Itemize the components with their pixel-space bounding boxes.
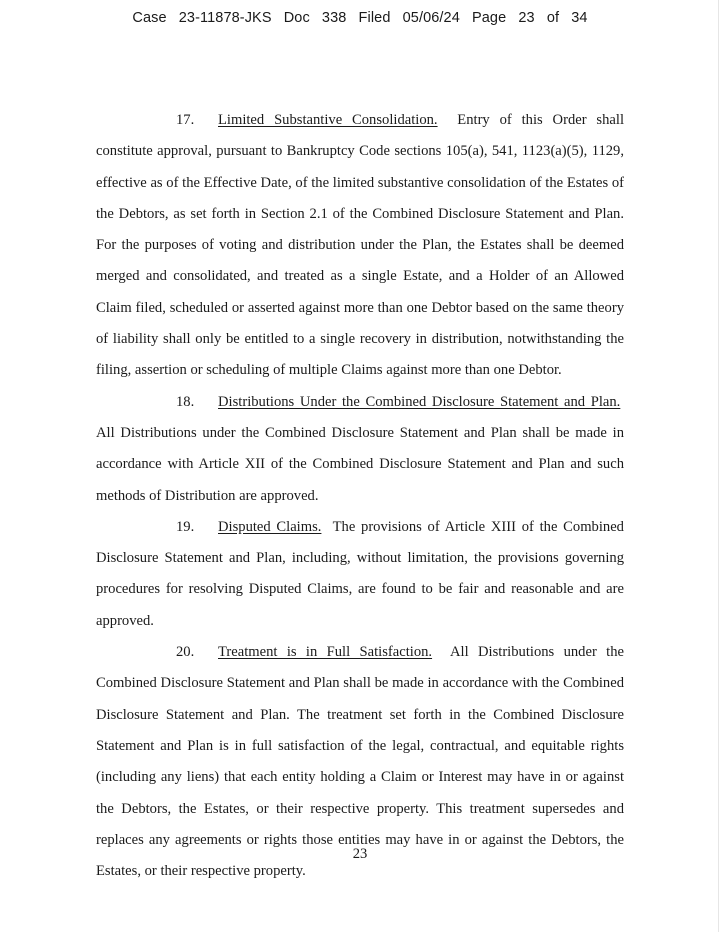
paragraph-number: 17.: [176, 112, 195, 128]
case-header: Case 23-11878-JKS Doc 338 Filed 05/06/24 Page 23 of 34: [132, 10, 588, 26]
paragraph-heading: Disputed Claims.: [218, 518, 322, 535]
paragraph-number: 18.: [176, 393, 195, 410]
page-number: 23: [352, 846, 368, 862]
paragraph-number: 20.: [176, 644, 195, 661]
paragraph-text: All Distributions under the Combined Disclosure Statement and Plan shall be made in accordance with Article XII of the Combined Disclosure Statement and Plan and such methods of Distribution are approved.: [96, 424, 624, 504]
paragraph-number: 19.: [176, 518, 195, 535]
paragraph-text: All Distributions under the Combined Disclosure Statement and Plan shall be made in accordance with the Combined Disclosure Statement and Plan. The treatment set forth in the Combined Disclosure Statement and Plan is in full satisfaction of the legal, contractual, and equitable rights (including any liens) that each entity holding a Claim or Interest may have in or against the Debtors, the Estates, or their respective property. This treatment supersedes and replaces any agreements or rights those entities may have in or against the Debtors, the Estates, or their respective property.: [96, 644, 624, 880]
paragraph-18: [96, 387, 624, 512]
paragraph-heading: Distributions Under the Combined Disclosure Statement and Plan.: [218, 393, 621, 410]
paragraph-text: Entry of this Order shall constitute approval, pursuant to Bankruptcy Code sections 105(a), 541, 1123(a)(5), 1129, effective as of the Effective Date, of the limited substantive consolidation of the Estates of the Debtors, as set forth in Section 2.1 of the Combined Disclosure Statement and Plan. For the purposes of voting and distribution under the Plan, the Estates shall be deemed merged and consolidated, and treated as a single Estate, and a Holder of an Allowed Claim filed, scheduled or asserted against more than one Debtor based on the same theory of liability shall only be entitled to a single recovery in distribution, notwithstanding the filing, assertion or scheduling of multiple Claims against more than one Debtor.: [96, 112, 624, 379]
paragraph-heading: Treatment is in Full Satisfaction.: [218, 644, 433, 661]
paragraph-19: [96, 512, 624, 637]
scan-edge: [718, 0, 719, 932]
paragraph-17: [96, 105, 624, 387]
paragraph-text: The provisions of Article XIII of the Combined Disclosure Statement and Plan, including, without limitation, the provisions governing procedures for resolving Disputed Claims, are found to be fair and reasonable and are approved.: [96, 518, 624, 629]
document-body: [96, 105, 624, 887]
paragraph-heading: Limited Substantive Consolidation.: [218, 112, 438, 128]
